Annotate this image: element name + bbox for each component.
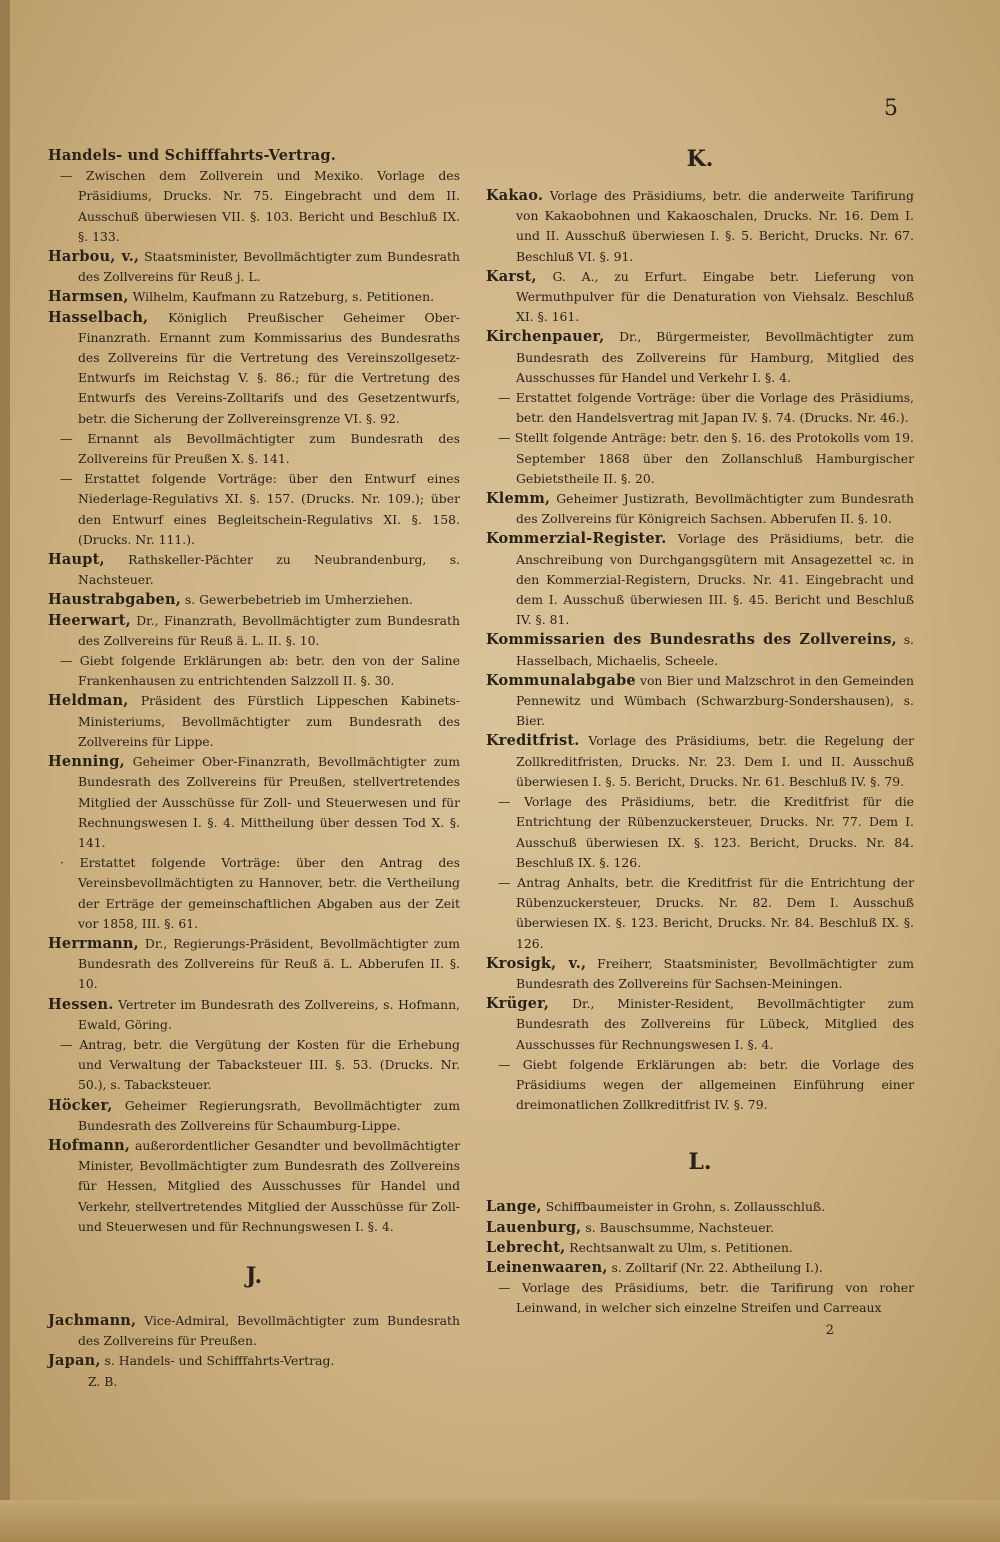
index-entry	[486, 954, 914, 994]
entry-text: — Giebt folgende Erklärungen ab: betr. den von der Saline Frankenhausen zu entrichtenden Salzzoll II. §. 30.	[60, 653, 460, 689]
entry-headword: Leinenwaaren,	[486, 1258, 608, 1276]
index-entry	[486, 428, 914, 489]
entry-text: — Giebt folgende Erklärungen ab: betr. die Vorlage des Präsidiums wegen der allgemeinen Einführung einer dreimonatlichen Zollkreditfrist IV. §. 79.	[498, 1056, 914, 1113]
index-entry	[48, 247, 460, 287]
entry-text: s. Hasselbach, Michaelis, Scheele.	[516, 632, 914, 668]
entry-headword: Höcker,	[48, 1096, 113, 1114]
entry-text: Dr., Bürgermeister, Bevollmächtigter zum Bundesrath des Zollvereins für Hamburg, Mitglied des Ausschusses für Handel und Verkehr I. §. 4.	[516, 329, 914, 385]
index-entry	[486, 186, 914, 267]
index-entry	[48, 1136, 460, 1237]
entry-headword: Lebrecht,	[486, 1238, 566, 1256]
entry-headword: Jachmann,	[48, 1311, 137, 1329]
index-entry	[486, 267, 914, 328]
entry-text: — Antrag Anhalts, betr. die Kreditfrist für die Entrichtung der Rübenzuckersteuer, Drucks. Nr. 82. Dem I. Ausschuß überwiesen IX. §. 123. Bericht, Drucks. Nr. 84. Beschluß IX. §. 126.	[498, 874, 914, 951]
sheet-number: 2	[825, 1322, 834, 1338]
entry-text: Vorlage des Präsidiums, betr. die anderweite Tarifirung von Kakaobohnen und Kakaoschalen, Drucks. Nr. 16. Dem I. und II. Ausschuß überwiesen I. §. 5. Bericht, Drucks. Nr. 67. Beschluß VI. §. 91.	[516, 188, 914, 264]
page-number: 5	[884, 96, 898, 121]
index-entry	[48, 1351, 460, 1371]
entry-text: s. Handels- und Schifffahrts-Vertrag.	[104, 1353, 335, 1369]
entry-headword: Heerwart,	[48, 611, 131, 629]
index-entry	[486, 994, 914, 1055]
entry-text: Rathskeller-Pächter zu Neubrandenburg, s. Nachsteuer.	[78, 552, 460, 588]
entry-text: · Erstattet folgende Vorträge: über den Antrag des Vereinsbevollmächtigten zu Hannover, betr. die Vertheilung der Erträge der gemeinschaftlichen Abgaben aus der Zeit vor 1858, III. §. 61.	[60, 855, 460, 931]
entry-headword: Herrmann,	[48, 934, 139, 952]
entries-l	[486, 1197, 914, 1318]
index-entry	[486, 1218, 914, 1238]
entry-text: — Vorlage des Präsidiums, betr. die Kreditfrist für die Entrichtung der Rübenzuckersteuer, Drucks. Nr. 77. Dem I. Ausschuß überwiesen IX. §. 123. Bericht, Drucks. Nr. 84. Beschluß IX. §. 126.	[498, 794, 914, 870]
entry-text: G. A., zu Erfurt. Eingabe betr. Lieferung von Wermuthpulver für die Denaturation von Viehsalz. Beschluß XI. §. 161.	[516, 268, 914, 325]
index-entry	[48, 308, 460, 429]
entry-headword: Lange,	[486, 1198, 542, 1216]
entry-text: Geheimer Justizrath, Bevollmächtigter zum Bundesrath des Zollvereins für Königreich Sachsen. Abberufen II. §. 10.	[516, 491, 914, 527]
index-entry	[48, 469, 460, 550]
entry-text: Rechtsanwalt zu Ulm, s. Petitionen.	[569, 1239, 793, 1255]
index-entry	[486, 671, 914, 732]
entry-text: — Stellt folgende Anträge: betr. den §. 16. des Protokolls vom 19. September 1868 über den Zollanschluß Hamburgischer Gebietstheile II. §. 20.	[498, 430, 914, 486]
entry-text: Vorlage des Präsidiums, betr. die Anschreibung von Durchgangsgütern mit Ansagezettel ꝛc. in den Kommerzial-Registern, Drucks. Nr. 41. Eingebracht und dem I. Ausschuß überwiesen III. §. 45. Bericht und Beschluß IV. §. 81.	[516, 531, 914, 628]
section-heading-j: J.	[245, 1262, 263, 1289]
signature-mark: Z. B.	[88, 1373, 118, 1389]
index-entry	[48, 146, 460, 166]
entry-text: Geheimer Regierungsrath, Bevollmächtigter zum Bundesrath des Zollvereins für Schaumburg-Lippe.	[78, 1097, 460, 1133]
index-entry	[48, 995, 460, 1035]
entry-text: Königlich Preußischer Geheimer Ober-Finanzrath. Ernannt zum Kommissarius des Bundesraths des Zollvereins für die Vertretung des Vereinszollgesetz-Entwurfs im Reichstag V. §. 86.; für die Vertretung des Entwurfs des Vereins-Zolltarifs und des Gesetzentwurfs, betr. die Sicherung der Zollvereinsgrenze VI. §. 92.	[78, 309, 460, 426]
entry-text: — Antrag, betr. die Vergütung der Kosten für die Erhebung und Verwaltung der Tabacksteuer III. §. 53. (Drucks. Nr. 50.), s. Tabacksteuer.	[60, 1036, 460, 1093]
index-entry	[48, 287, 460, 307]
index-entry	[48, 166, 460, 247]
right-column	[486, 146, 914, 1338]
entry-text: Wilhelm, Kaufmann zu Ratzeburg, s. Petitionen.	[132, 289, 435, 305]
entry-text: Freiherr, Staatsminister, Bevollmächtigter zum Bundesrath des Zollvereins für Sachsen-Meiningen.	[516, 955, 914, 991]
entry-headword: Japan,	[48, 1352, 101, 1370]
index-entry	[486, 1258, 914, 1278]
entry-headword: Kakao.	[486, 187, 544, 204]
entry-text: Vertreter im Bundesrath des Zollvereins, s. Hofmann, Ewald, Göring.	[78, 996, 460, 1032]
entry-headword: Harbou, v.,	[48, 248, 140, 266]
entry-text: Präsident des Fürstlich Lippeschen Kabinets-Ministeriums, Bevollmächtigter zum Bundesrath des Zollvereins für Lippe.	[78, 693, 460, 749]
entry-text: von Bier und Malzschrot in den Gemeinden Pennewitz und Wümbach (Schwarzburg-Sondershausen), s. Bier.	[516, 672, 914, 729]
page-edge	[0, 0, 10, 1542]
index-entry	[48, 934, 460, 995]
index-entry	[48, 590, 460, 610]
entry-text: Vice-Admiral, Bevollmächtigter zum Bundesrath des Zollvereins für Preußen.	[78, 1312, 460, 1349]
index-entry	[48, 853, 460, 934]
entry-headword: Henning,	[48, 753, 125, 771]
index-entry	[48, 691, 460, 752]
entry-headword: Haupt,	[48, 551, 105, 569]
entry-headword: Hessen.	[48, 995, 114, 1013]
entry-headword: Kommissarien des Bundesraths des Zollvereins,	[486, 631, 897, 649]
entry-text: außerordentlicher Gesandter und bevollmächtigter Minister, Bevollmächtigter zum Bundesrath des Zollvereins für Hessen, Mitglied des Ausschusses für Handel und Verkehr, stellvertretendes Mitglied der Ausschüsse für Zoll- und Steuerwesen und für Rechnungswesen I. §. 4.	[78, 1137, 460, 1234]
entry-headword: Handels- und Schifffahrts-Vertrag.	[48, 147, 336, 164]
index-entry	[48, 1096, 460, 1136]
index-entry	[48, 429, 460, 469]
index-entry	[486, 630, 914, 670]
entry-text: s. Gewerbebetrieb im Umherziehen.	[184, 592, 413, 608]
entry-text: s. Bauschsumme, Nachsteuer.	[585, 1219, 775, 1235]
entry-text: — Erstattet folgende Vorträge: über den Entwurf eines Niederlage-Regulativs XI. §. 157. (Drucks. Nr. 109.); über den Entwurf eines Begleitschein-Regulativs XI. §. 158. (Drucks. Nr. 111.).	[60, 471, 460, 547]
entry-text: Staatsminister, Bevollmächtigter zum Bundesrath des Zollvereins für Reuß j. L.	[78, 249, 460, 285]
index-entry	[486, 327, 914, 388]
index-entry	[48, 611, 460, 651]
entry-headword: Kommunalabgabe	[486, 671, 636, 689]
index-entry	[486, 873, 914, 954]
index-entry	[486, 1238, 914, 1258]
entry-text: — Vorlage des Präsidiums, betr. die Tarifirung von roher Leinwand, in welcher sich einzelne Streifen und Carreaux	[498, 1280, 914, 1316]
index-entry	[486, 1197, 914, 1217]
entry-headword: Hofmann,	[48, 1136, 131, 1154]
entry-text: Dr., Regierungs-Präsident, Bevollmächtigter zum Bundesrath des Zollvereins für Reuß ä. L. Abberufen II. §. 10.	[78, 935, 460, 992]
entry-text: — Erstattet folgende Vorträge: über die Vorlage des Präsidiums, betr. den Handelsvertrag mit Japan IV. §. 74. (Drucks. Nr. 46.).	[498, 390, 914, 426]
index-entry	[486, 529, 914, 630]
index-entry	[48, 651, 460, 691]
entry-headword: Karst,	[486, 267, 537, 285]
page-bottom-edge	[0, 1500, 1000, 1542]
entry-text: Vorlage des Präsidiums, betr. die Regelung der Zollkreditfristen, Drucks. Nr. 23. Dem I. und II. Ausschuß überwiesen I. §. 5. Bericht, Drucks. Nr. 61. Beschluß IV. §. 79.	[516, 733, 914, 789]
entry-text: s. Zolltarif (Nr. 22. Abtheilung I.).	[611, 1259, 823, 1275]
index-entry	[486, 1055, 914, 1116]
entry-text: — Zwischen dem Zollverein und Mexiko. Vorlage des Präsidiums, Drucks. Nr. 75. Eingebracht und dem II. Ausschuß überwiesen VII. §. 103. Bericht und Beschluß IX. §. 133.	[60, 168, 460, 244]
index-entry	[486, 731, 914, 792]
entry-headword: Harmsen,	[48, 288, 129, 306]
index-entry	[48, 752, 460, 853]
section-heading-l: L.	[688, 1149, 712, 1176]
index-entry	[486, 388, 914, 428]
entry-headword: Kreditfrist.	[486, 732, 580, 750]
left-column	[48, 146, 460, 1389]
entry-headword: Krosigk, v.,	[486, 954, 587, 972]
entry-headword: Heldman,	[48, 692, 129, 710]
entry-text: Dr., Finanzrath, Bevollmächtigter zum Bundesrath des Zollvereins für Reuß ä. L. II. §. 10.	[78, 612, 460, 648]
entry-text: — Ernannt als Bevollmächtigter zum Bundesrath des Zollvereins für Preußen X. §. 141.	[60, 430, 460, 467]
entry-headword: Krüger,	[486, 995, 550, 1013]
section-heading-k: K.	[686, 146, 714, 172]
entries-k	[486, 186, 914, 1115]
entry-headword: Klemm,	[486, 490, 551, 508]
index-entry	[48, 1311, 460, 1351]
entries-j	[48, 1311, 460, 1372]
entry-text: Schiffbaumeister in Grohn, s. Zollausschluß.	[545, 1199, 826, 1215]
index-entry	[486, 792, 914, 873]
entry-text: Dr., Minister-Resident, Bevollmächtigter zum Bundesrath des Zollvereins für Lübeck, Mitglied des Ausschusses für Rechnungswesen I. §. 4.	[516, 996, 914, 1052]
entry-headword: Kirchenpauer,	[486, 328, 605, 346]
entry-headword: Kommerzial-Register.	[486, 530, 667, 548]
index-entry	[48, 550, 460, 590]
index-entry	[486, 1278, 914, 1318]
entry-text: Geheimer Ober-Finanzrath, Bevollmächtigter zum Bundesrath des Zollvereins für Preußen, stellvertretendes Mitglied der Ausschüsse für Zoll- und Steuerwesen und für Rechnungswesen I. §. 4. Mittheilung über dessen Tod X. §. 141.	[78, 754, 460, 850]
entry-headword: Lauenburg,	[486, 1218, 582, 1236]
entry-headword: Haustrabgaben,	[48, 591, 181, 609]
entry-headword: Hasselbach,	[48, 308, 149, 326]
index-entry	[48, 1035, 460, 1096]
entries-h	[48, 146, 460, 1237]
index-entry	[486, 489, 914, 529]
